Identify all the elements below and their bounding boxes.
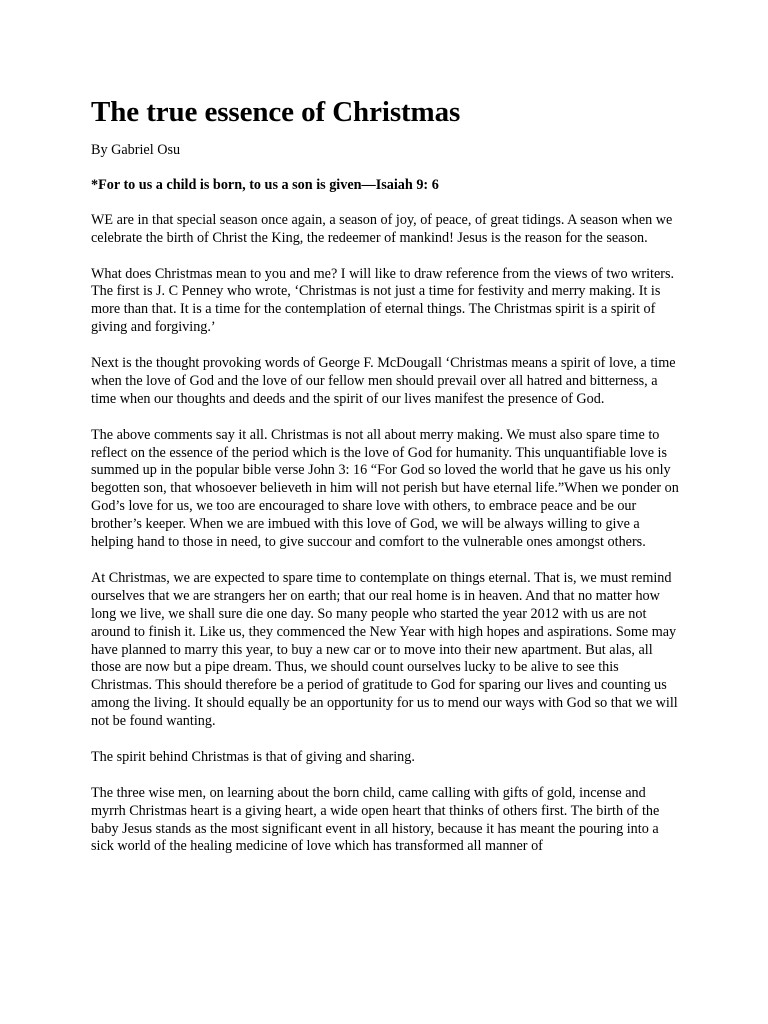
paragraph-things-eternal: At Christmas, we are expected to spare time to contemplate on things eternal. That is, we must remind ourselves that we are strangers her on earth; that our real home is in heaven. And that no matter how long we live, we shall sure die one day. So many people who started the year 2012 with us are not around to finish it. Like us, they commenced the New Year with high hopes and aspirations. Some may have planned to marry this year, to buy a new car or to move into their new apartment. But alas, all those are now but a pipe dream. Thus, we should count ourselves lucky to be alive to see this Christmas. This should therefore be a period of gratitude to God for sparing our lives and counting us among the living. It should equally be an opportunity for us to mend our ways with God so that we will not be found wanting. bbox=[91, 569, 678, 730]
document-page bbox=[91, 92, 681, 874]
scripture-verse: *For to us a child is born, to us a son is given—Isaiah 9: 6 bbox=[91, 176, 439, 193]
byline: By Gabriel Osu bbox=[91, 142, 181, 158]
paragraph-love-of-god: The above comments say it all. Christmas is not all about merry making. We must also spare time to reflect on the essence of the period which is the love of God for humanity. This unquantifiable love is summed up in the popular bible verse John 3: 16 “For God so loved the world that he gave us his only begotten son, that whosoever believeth in him will not perish but have eternal life.”When we ponder on God’s love for us, we too are encouraged to share love with others, to embrace peace and be our brother’s keeper. When we are imbued with this love of God, we will be always willing to give a helping hand to those in need, to give succour and comfort to the vulnerable ones amongst others. bbox=[91, 426, 679, 551]
paragraph-meaning: What does Christmas mean to you and me? I will like to draw reference from the views of two writers. The first is J. C Penney who wrote, ‘Christmas is not just a time for festivity and merry making. It is more than that. It is a time for the contemplation of eternal things. The Christmas spirit is a spirit of giving and forgiving.’ bbox=[91, 265, 675, 336]
paragraph-intro: WE are in that special season once again, a season of joy, of peace, of great tidings. A season when we celebrate the birth of Christ the King, the redeemer of mankind! Jesus is the reason for the season. bbox=[91, 211, 673, 246]
paragraph-wise-men: The three wise men, on learning about the born child, came calling with gifts of gold, incense and myrrh Christmas heart is a giving heart, a wide open heart that thinks of others first. The birth of the baby Jesus stands as the most significant event in all history, because it has meant the pouring into a sick world of the healing medicine of love which has transformed all manner of bbox=[91, 784, 660, 855]
paragraph-mcdougall: Next is the thought provoking words of George F. McDougall ‘Christmas means a spirit of love, a time when the love of God and the love of our fellow men should prevail over all hatred and bitterness, a time when our thoughts and deeds and the spirit of our lives manifest the presence of God. bbox=[91, 355, 676, 407]
paragraph-giving-sharing: The spirit behind Christmas is that of giving and sharing. bbox=[91, 748, 415, 765]
article-title: The true essence of Christmas bbox=[91, 96, 461, 128]
